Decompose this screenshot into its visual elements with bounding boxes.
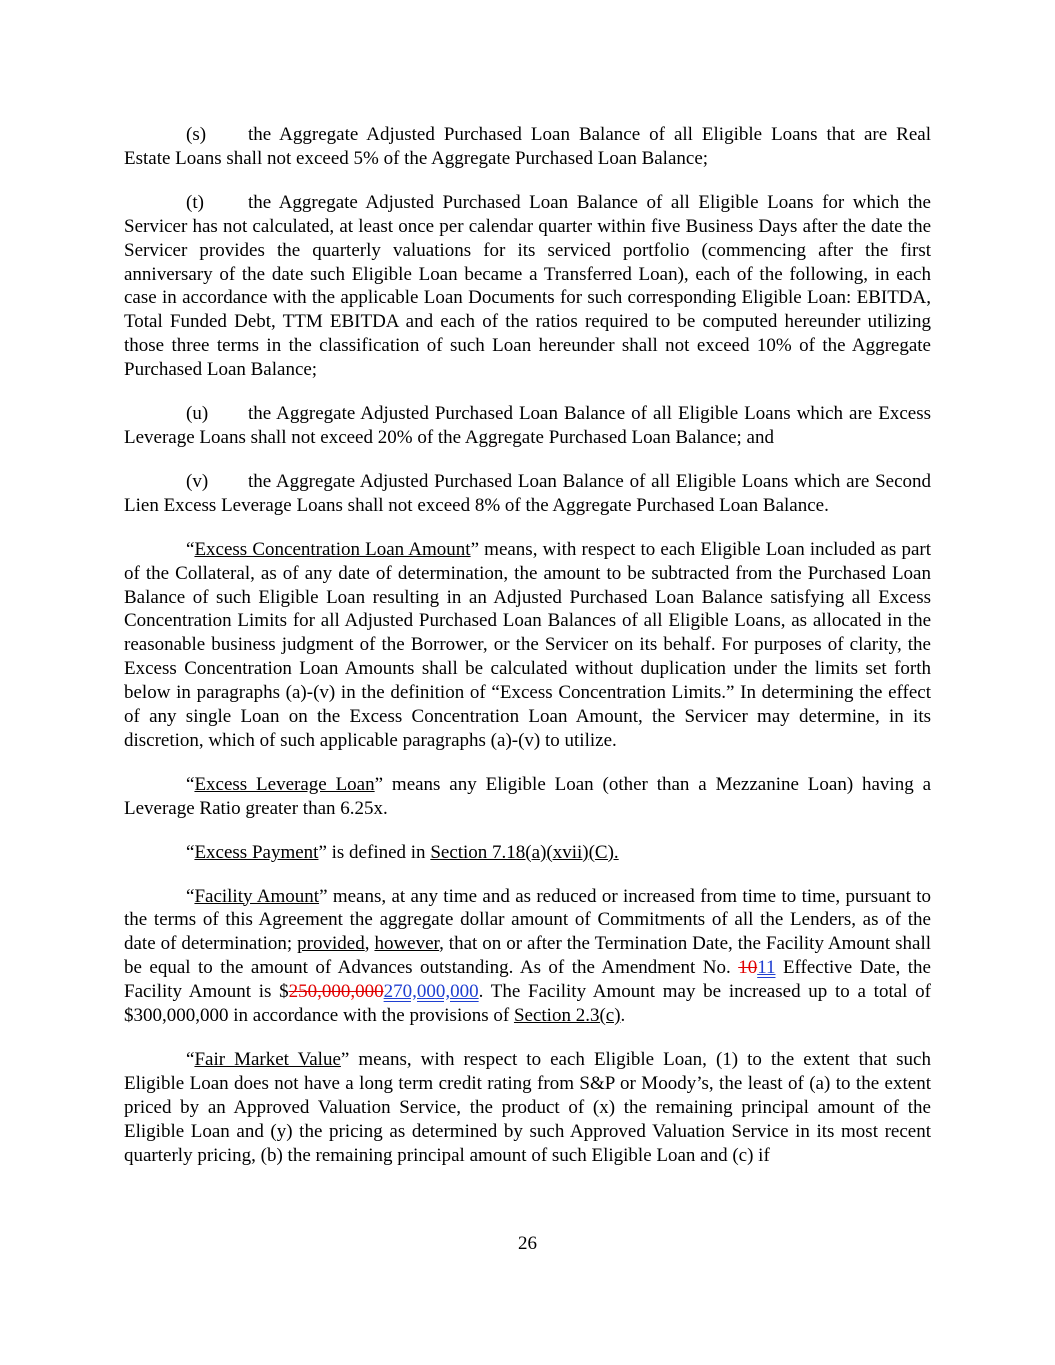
deleted-text: 10 — [738, 957, 758, 979]
page-number: 26 — [518, 1233, 537, 1254]
clause-label: (v) — [186, 470, 209, 492]
clause-text: the Aggregate Adjusted Purchased Loan Balance of all Eligible Loans that are Real Estate Loans shall not exceed 5% of the Aggregate Purchased Loan Balance; — [124, 124, 931, 169]
defined-term: Facility Amount — [194, 885, 320, 907]
definition-facility-amount: “Facility Amount” means, at any time and as reduced or increased from time to time, pursuant to the terms of this Agreement the aggregate dollar amount of Commitments of all the Lenders, as of the date of determination; provided, however, that on or after the Termination Date, the Facility Amount shall be equal to the amount of Advances outstanding. As of the Amendment No. 1011 Effective Date, the Facility Amount is $250,000,000270,000,000. The Facility Amount may be increased up to a total of $300,000,000 in accordance with the provisions of Section 2.3(c). — [124, 885, 931, 1027]
definition-body: ” is defined in — [318, 841, 431, 863]
inserted-text: 270,000,000 — [383, 981, 479, 1003]
clause-label: (u) — [186, 403, 209, 425]
clause-u — [124, 402, 931, 450]
clause-text: the Aggregate Adjusted Purchased Loan Balance of all Eligible Loans which are Excess Leverage Loans shall not exceed 20% of the Aggregate Purchased Loan Balance; and — [124, 403, 931, 448]
definition-body: ” means, with respect to each Eligible Loan, (1) to the extent that such Eligible Loan does not have a long term credit rating from S&P or Moody’s, the least of (a) to the extent priced by an Approved Valuation Service, the product of (x) the remaining principal amount of the Eligible Loan and (y) the pricing as determined by such Approved Valuation Service in its most recent quarterly pricing, (b) the remaining principal amount of such Eligible Loan and (c) if — [124, 1049, 931, 1166]
clause-label: (s) — [186, 124, 207, 145]
definition-excess-leverage-loan: “Excess Leverage Loan” means any Eligible Loan (other than a Mezzanine Loan) having a Leverage Ratio greater than 6.25x. — [124, 773, 931, 819]
definition-excess-payment: “Excess Payment” is defined in Section 7.18(a)(xvii)(C). — [186, 841, 619, 863]
clause-label: (t) — [186, 191, 204, 213]
clause-s — [124, 123, 931, 171]
proviso-however: however — [374, 933, 440, 955]
clause-text: the Aggregate Adjusted Purchased Loan Balance of all Eligible Loans for which the Servicer has not calculated, at least once per calendar quarter within five Business Days after the date the Servicer provides the quarterly valuations for its serviced portfolio (commencing after the first anniversary of the date such Eligible Loan became a Transferred Loan), each of the following, in each case in accordance with the applicable Loan Documents for such corresponding Eligible Loan: EBITDA, Total Funded Debt, TTM EBITDA and each of the ratios required to be computed hereunder utilizing those three terms in the classification of such Loan hereunder shall not exceed 10% of the Aggregate Purchased Loan Balance; — [124, 191, 931, 381]
section-reference: Section 7.18(a)(xvii)(C). — [430, 841, 619, 863]
deleted-text: 250,000,000 — [288, 981, 384, 1003]
defined-term: Excess Concentration Loan Amount — [194, 538, 471, 560]
clause-text: the Aggregate Adjusted Purchased Loan Balance of all Eligible Loans which are Second Lien Excess Leverage Loans shall not exceed 8% of the Aggregate Purchased Loan Balance. — [124, 470, 931, 516]
definition-excess-concentration-loan-amount: “Excess Concentration Loan Amount” means, with respect to each Eligible Loan included as part of the Collateral, as of any date of determination, the amount to be subtracted from the Purchased Loan Balance of such Eligible Loan resulting in an Adjusted Purchased Loan Balance satisfying all Excess Concentration Limits for all Adjusted Purchased Loan Balances of all Eligible Loans, as allocated in the reasonable business judgment of the Borrower, or the Servicer on its behalf. For purposes of clarity, the Excess Concentration Loan Amounts shall be calculated without duplication under the limits set forth below in paragraphs (a)-(v) in the definition of “Excess Concentration Limits.” In determining the effect of any single Loan on the Excess Concentration Loan Amount, the Servicer may determine, in its discretion, which of such applicable paragraphs (a)-(v) to utilize. — [124, 538, 931, 751]
document-page — [124, 123, 931, 1188]
clause-t — [124, 191, 931, 382]
definition-fair-market-value: “Fair Market Value” means, with respect to each Eligible Loan, (1) to the extent that such Eligible Loan does not have a long term credit rating from S&P or Moody’s, the least of (a) to the extent priced by an Approved Valuation Service, the product of (x) the remaining principal amount of the Eligible Loan and (y) the pricing as determined by such Approved Valuation Service in its most recent quarterly pricing, (b) the remaining principal amount of such Eligible Loan and (c) if — [124, 1049, 931, 1166]
clause-v — [124, 470, 931, 518]
definition-body: ” means, with respect to each Eligible Loan included as part of the Collateral, as of any date of determination, the amount to be subtracted from the Purchased Loan Balance of such Eligible Loan resulting in an Adjusted Purchased Loan Balance satisfying all Excess Concentration Limits for all Adjusted Purchased Loan Balances of all Eligible Loans, as allocated in the reasonable business judgment of the Borrower, or the Servicer on its behalf. For purposes of clarity, the Excess Concentration Loan Amounts shall be calculated without duplication under the limits set forth below in paragraphs (a)-(v) in the definition of “Excess Concentration Limits.” In determining the effect of any single Loan on the Excess Concentration Loan Amount, the Servicer may determine, in its discretion, which of such applicable paragraphs (a)-(v) to utilize. — [124, 538, 931, 751]
defined-term: Excess Payment — [194, 841, 319, 863]
definition-body: ” means any Eligible Loan (other than a Mezzanine Loan) having a Leverage Ratio greater than 6.25x. — [124, 773, 931, 819]
defined-term: Fair Market Value — [194, 1049, 341, 1070]
defined-term: Excess Leverage Loan — [194, 773, 375, 795]
proviso-provided: provided — [297, 933, 365, 955]
section-reference: Section 2.3(c) — [513, 1005, 621, 1027]
inserted-text: 11 — [757, 957, 776, 979]
